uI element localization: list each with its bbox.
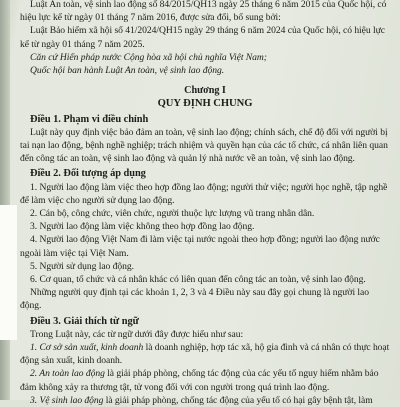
article-2-item: 4. Người lao động Việt Nam đi làm việc tại nước ngoài theo hợp đồng; người lao động nước ngoài làm việc tại Việt Nam. [20, 234, 380, 259]
chapter-number: Chương I [184, 85, 226, 97]
intro-line-1: Luật An toàn, vệ sinh lao động số 84/2015/QH13 ngày 25 tháng 6 năm 2015 của Quốc hội, có hiệu lực kể từ ngày 01 tháng 7 năm 2016, được sửa đổi, bổ sung bởi: [20, 0, 387, 24]
article-3-heading: Điều 3. Giải thích từ ngữ [30, 315, 139, 327]
article-1-heading: Điều 1. Phạm vi điều chỉnh [30, 113, 149, 125]
document-body [20, 0, 390, 407]
article-2-item: 2. Cán bộ, công chức, viên chức, người thuộc lực lượng vũ trang nhân dân. [30, 208, 315, 220]
article-3-intro: Trong Luật này, các từ ngữ dưới đây được hiểu như sau: [30, 328, 244, 340]
article-2-item: 3. Người lao động làm việc không theo hợp đồng lao động. [30, 221, 255, 233]
article-2-heading: Điều 2. Đối tượng áp dụng [30, 168, 146, 180]
legal-basis-1: Căn cứ Hiến pháp nước Cộng hòa xã hội chủ nghĩa Việt Nam; [30, 51, 267, 63]
intro-line-2: Luật Bảo hiểm xã hội số 41/2024/QH15 ngày 29 tháng 6 năm 2024 của Quốc hội, có hiệu lực kể từ ngày 01 tháng 7 năm 2025. [20, 25, 385, 50]
page-binding-edge [0, 0, 10, 400]
article-2-item: 1. Người lao động làm việc theo hợp đồng lao động; người thử việc; người học nghề, tập nghề để làm việc cho người sử dụng lao động. [20, 181, 388, 206]
chapter-title: QUY ĐỊNH CHUNG [157, 98, 253, 110]
legal-basis-2: Quốc hội ban hành Luật An toàn, vệ sinh lao động. [30, 65, 225, 77]
article-2-item: 5. Người sử dụng lao động. [30, 260, 134, 272]
article-1-body: Luật này quy định việc bảo đảm an toàn, vệ sinh lao động; chính sách, chế độ đối với người bị tai nạn lao động, bệnh nghề nghiệp; trách nhiệm và quyền hạn của các tổ chức, cá nhân liên quan đến công tác an toàn, vệ sinh lao động và quản lý nhà nước về an toàn, vệ sinh lao động. [20, 126, 388, 165]
definition-1-term: 1. Cơ sở sản xuất, kinh doanh [30, 342, 144, 354]
definition-3-term: 3. Vệ sinh lao động [30, 394, 104, 406]
definition-2-term: 2. An toàn lao động [30, 368, 105, 380]
article-2-item: 6. Cơ quan, tổ chức và cá nhân khác có liên quan đến công tác an toàn, vệ sinh lao động. [30, 274, 366, 286]
definition-1-text: là doanh nghiệp, hợp tác xã, hộ gia đình và cá nhân có thực hoạt động sản xuất, kinh doanh. [20, 342, 390, 367]
definition-1 [20, 341, 390, 367]
article-2-note: Những người quy định tại các khoản 1, 2, 3 và 4 Điều này sau đây gọi chung là người lao động. [20, 287, 369, 312]
definition-2 [20, 367, 390, 393]
page-margin-highlight [0, 205, 17, 340]
definition-2-text: là giải pháp phòng, chống tác động của các yếu tố nguy hiểm nhằm bảo đảm không xảy ra thương tật, tử vong đối với con người trong quá trình lao động. [20, 368, 379, 393]
definition-3 [20, 394, 390, 407]
definition-3-text: là giải pháp phòng, chống tác động của yếu tố có hại gây bệnh tật, làm [103, 394, 373, 406]
